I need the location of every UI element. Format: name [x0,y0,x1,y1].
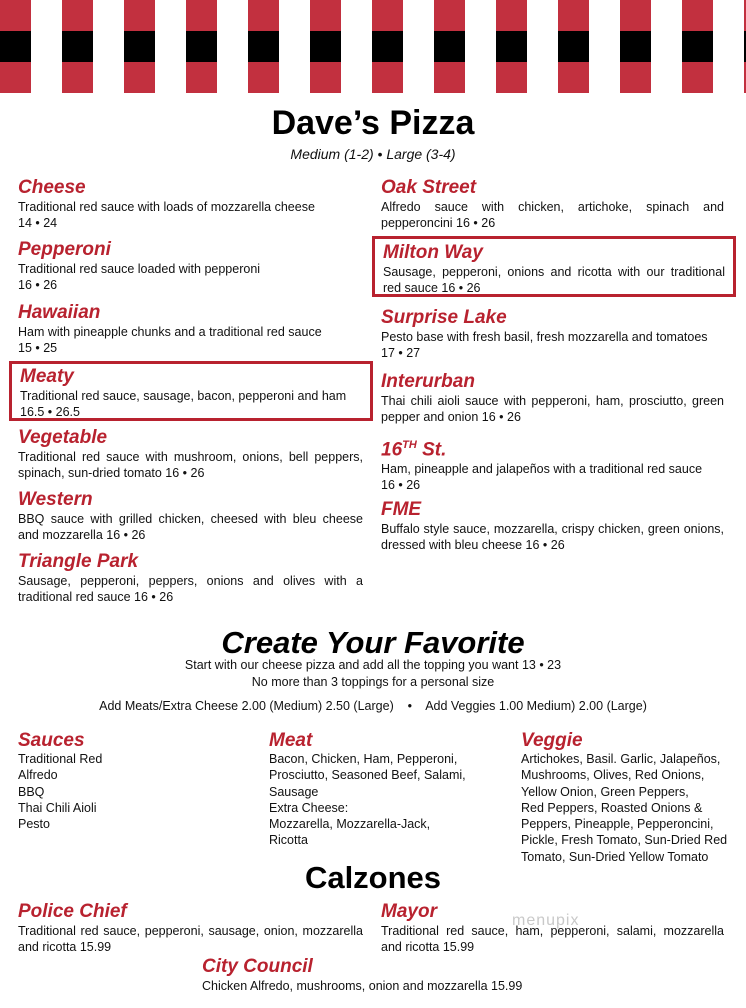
sauces-list [18,751,102,832]
checker-square [124,31,155,62]
checker-square [558,31,589,62]
item-price: 16.5 • 26.5 [20,405,80,419]
checker-square [93,0,124,31]
item-name: Interurban [381,371,475,392]
menu-item-interurban [381,371,724,425]
checker-square [62,31,93,62]
menu-item-milton-way [372,236,736,297]
checker-square [713,62,744,93]
checker-square [217,62,248,93]
checker-square [310,0,341,31]
sauce-item: Thai Chili Aioli [18,800,97,815]
checker-square [372,62,403,93]
extra-cheese-line: Mozzarella, Mozzarella-Jack, [269,817,431,832]
menu-item-cheese [18,177,363,231]
checker-square [310,31,341,62]
checker-square [279,0,310,31]
checker-square [620,62,651,93]
checker-square [589,31,620,62]
checker-square [403,31,434,62]
menu-item-oak-street [381,177,724,231]
checker-square [62,0,93,31]
checker-square [186,31,217,62]
checker-square [217,31,248,62]
item-price: 15 • 25 [18,341,58,355]
veggie-line: Pickle, Fresh Tomato, Sun-Dried Red [521,833,728,848]
menu-item-pepperoni [18,239,363,293]
checker-square [279,31,310,62]
checker-square [93,62,124,93]
item-name [381,434,724,461]
item-name: Vegetable [18,427,108,448]
page-title: Dave’s Pizza [271,104,475,142]
item-name: Surprise Lake [381,307,507,328]
extra-cheese-line: Ricotta [269,833,308,848]
item-description: Sausage, pepperoni, peppers, onions and olives with a traditional red sauce 16 • 26 [18,574,363,604]
item-price: 17 • 27 [381,346,421,360]
checker-square [186,62,217,93]
checker-square [186,0,217,31]
item-name-suffix: St. [416,439,447,461]
checker-square [434,62,465,93]
checker-square [124,0,155,31]
veggie-list [521,751,728,865]
watermark: menupix [512,912,580,929]
checker-square [527,0,558,31]
menu-item-meaty [9,361,373,421]
checker-square [496,0,527,31]
checker-square [589,62,620,93]
item-name: Western [18,489,93,510]
checker-square [651,31,682,62]
checker-square [527,31,558,62]
checker-square [620,31,651,62]
checker-square [0,62,31,93]
meat-line: Sausage [269,784,319,799]
meat-heading: Meat [269,730,313,751]
checker-square [682,0,713,31]
checker-square [558,62,589,93]
checker-square [465,31,496,62]
item-description: Traditional red sauce with mushroom, onions, bell peppers, spinach, sun-dried tomato 16 • 26 [18,450,363,480]
item-name: Mayor [381,901,437,922]
veggie-line: Tomato, Sun-Dried Yellow Tomato [521,849,709,864]
calzone-city-council [202,956,602,994]
checker-square [31,62,62,93]
item-name: Hawaiian [18,302,101,323]
checker-square [62,62,93,93]
item-description: Pesto base with fresh basil, fresh mozzarella and tomatoes [381,330,708,344]
checker-row [0,31,746,62]
checker-square [155,62,186,93]
item-description: Ham with pineapple chunks and a traditional red sauce [18,325,322,339]
checker-square [372,0,403,31]
create-topping-limit: No more than 3 toppings for a personal size [251,675,495,689]
checker-square [713,0,744,31]
checker-square [496,31,527,62]
checker-square [31,31,62,62]
checker-square [248,0,279,31]
sauce-item: Traditional Red [18,752,103,766]
calzones-heading: Calzones [304,860,442,895]
veggie-line: Yellow Onion, Green Peppers, [521,784,689,799]
veggie-line: Mushrooms, Olives, Red Onions, [521,768,705,783]
checker-square [341,0,372,31]
meat-line: Prosciutto, Seasoned Beef, Salami, [269,768,466,783]
sauce-item: BBQ [18,784,45,799]
checker-square [217,0,248,31]
veggie-line: Peppers, Pineapple, Pepperoncini, [521,817,714,832]
item-name: Pepperoni [18,239,111,260]
item-description: Sausage, pepperoni, onions and ricotta with our traditional red sauce 16 • 26 [383,265,725,295]
item-description: Buffalo style sauce, mozzarella, crispy chicken, green onions, dressed with bleu cheese 16 • 26 [381,522,724,552]
menu-item-triangle-park [18,551,363,605]
menu-item-16th-st [381,434,724,493]
menu-item-western [18,489,363,543]
checker-square [341,62,372,93]
item-description: Chicken Alfredo, mushrooms, onion and mozzarella 15.99 [202,979,523,993]
checker-square [248,31,279,62]
checker-square [310,62,341,93]
item-name: Police Chief [18,901,127,922]
checkered-banner [0,0,746,94]
checker-square [434,0,465,31]
item-description: Traditional red sauce, sausage, bacon, pepperoni and ham [20,389,347,403]
checker-square [403,62,434,93]
checker-square [0,31,31,62]
item-description: Traditional red sauce with loads of mozzarella cheese [18,200,315,214]
create-your-favorite-heading: Create Your Favorite [221,625,525,660]
item-name: FME [381,499,422,520]
item-price: 16 • 26 [18,278,58,292]
item-description: Ham, pineapple and jalapeños with a traditional red sauce [381,462,703,477]
checker-square [682,31,713,62]
calzone-police-chief [18,901,363,955]
menu-item-vegetable [18,427,363,481]
item-name: Meaty [20,366,74,387]
checker-square [155,0,186,31]
checker-square [93,31,124,62]
item-name: Cheese [18,177,86,198]
item-name: City Council [202,956,313,977]
checker-square [434,31,465,62]
menu-item-hawaiian [18,302,363,356]
meat-line: Bacon, Chicken, Ham, Pepperoni, [269,752,458,766]
sauce-item: Pesto [18,817,50,832]
meat-list [269,751,466,849]
veggie-line: Red Peppers, Roasted Onions & [521,800,703,815]
create-base-price: Start with our cheese pizza and add all the topping you want 13 • 23 [184,658,562,672]
item-name-ordinal: TH [402,439,417,451]
checker-square [465,0,496,31]
checker-square [0,0,31,31]
checker-square [465,62,496,93]
checker-square [279,62,310,93]
item-description: Alfredo sauce with chicken, artichoke, spinach and pepperoncini 16 • 26 [381,200,724,230]
item-description: Traditional red sauce, ham, pepperoni, salami, mozzarella and ricotta 15.99 [381,924,724,954]
checker-square [558,0,589,31]
checker-square [372,31,403,62]
item-name-number: 16 [381,439,403,461]
checker-square [155,31,186,62]
veggie-line: Artichokes, Basil. Garlic, Jalapeños, [521,752,721,766]
checker-row [0,0,746,31]
checker-square [651,62,682,93]
checker-row [0,62,746,93]
veggie-heading: Veggie [521,730,583,751]
create-add-on-prices: Add Meats/Extra Cheese 2.00 (Medium) 2.50 (Large) • Add Veggies 1.00 Medium) 2.00 (Large) [99,699,647,713]
checker-square [682,62,713,93]
checker-square [341,31,372,62]
checker-square [403,0,434,31]
checker-square [31,0,62,31]
item-description: Traditional red sauce, pepperoni, sausage, onion, mozzarella and ricotta 15.99 [18,924,363,954]
menu-item-surprise-lake [381,307,724,361]
item-name: Oak Street [381,177,477,198]
checker-square [620,0,651,31]
item-name: Triangle Park [18,551,139,572]
checker-square [527,62,558,93]
checker-square [589,0,620,31]
item-description: Traditional red sauce loaded with pepperoni [18,262,261,276]
item-description: BBQ sauce with grilled chicken, cheesed with bleu cheese and mozzarella 16 • 26 [18,512,363,542]
item-price: 14 • 24 [18,216,58,230]
sauces-heading: Sauces [18,730,85,751]
item-name: Milton Way [383,242,483,263]
item-description: Thai chili aioli sauce with pepperoni, ham, prosciutto, green pepper and onion 16 • 26 [381,394,724,424]
checker-square [124,62,155,93]
item-price: 16 • 26 [381,478,421,493]
menu-item-fme [381,499,724,553]
sauce-item: Alfredo [18,768,58,783]
checker-square [496,62,527,93]
checker-square [651,0,682,31]
checker-square [713,31,744,62]
extra-cheese-label: Extra Cheese: [269,800,349,815]
checker-square [248,62,279,93]
size-legend: Medium (1-2) • Large (3-4) [290,146,456,162]
